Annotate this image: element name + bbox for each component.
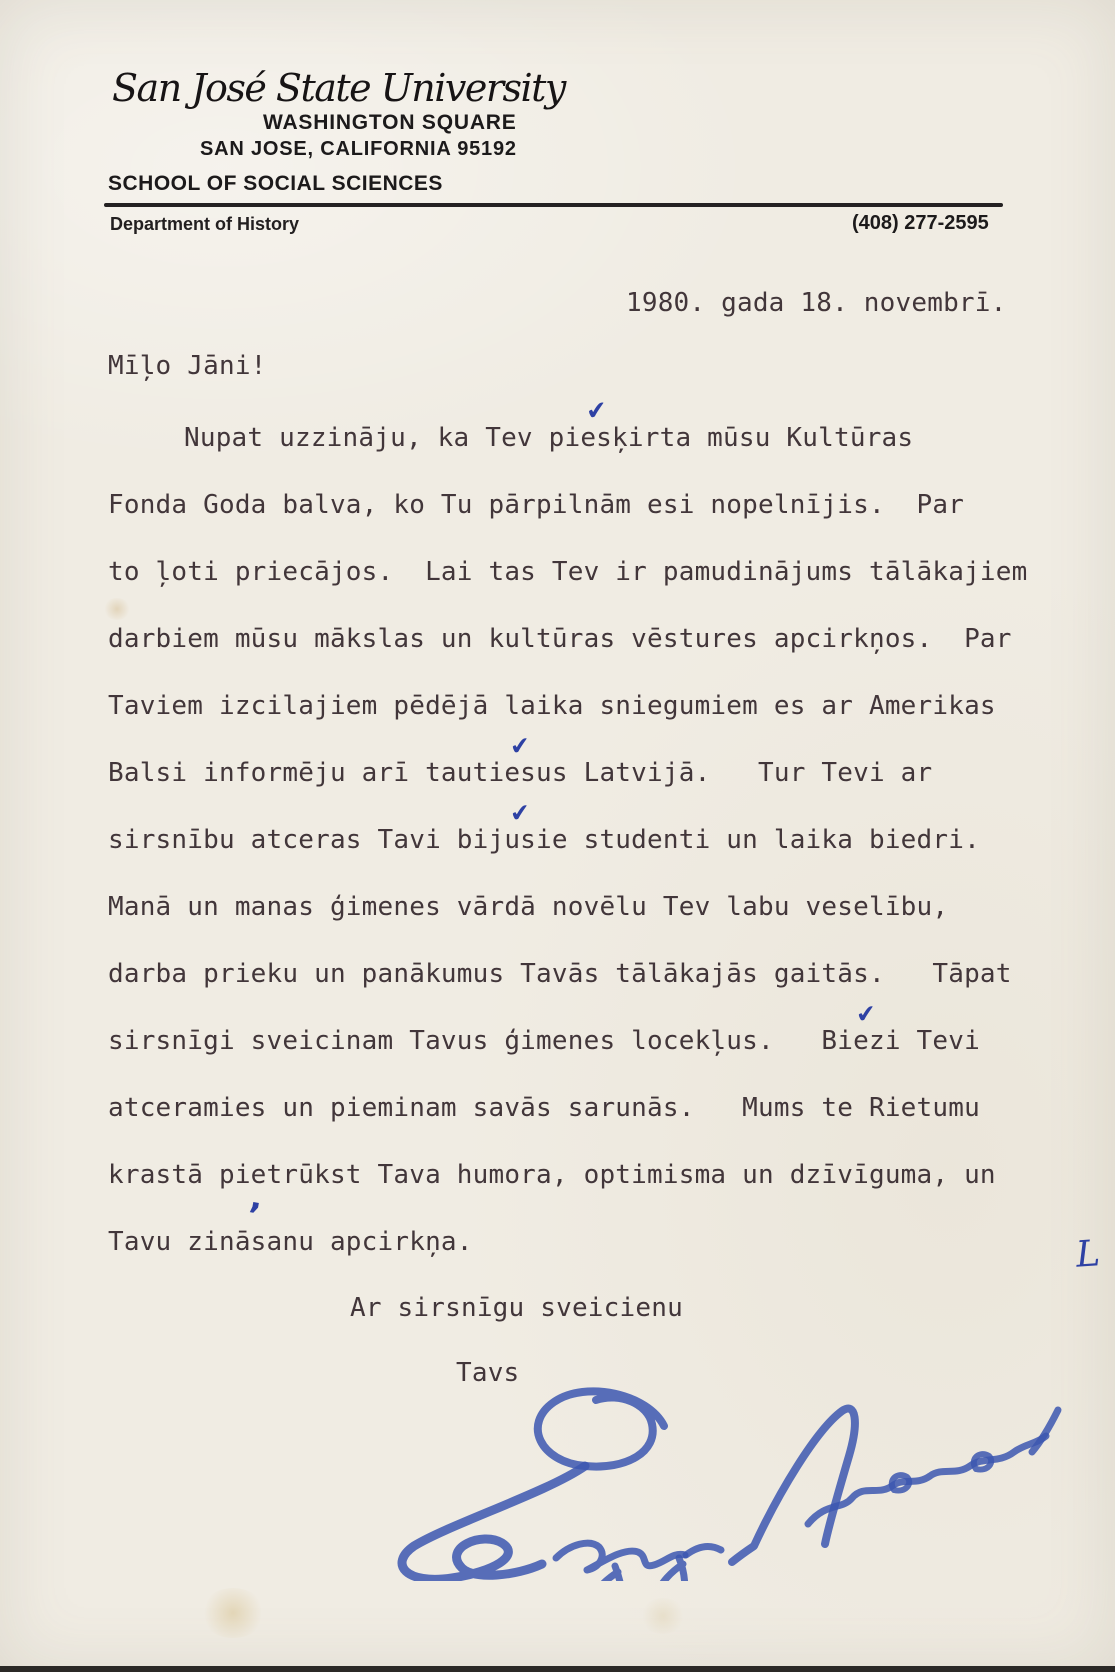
- body-line: to ļoti priecājos. Lai tas Tev ir pamudinājums tālākajiem: [108, 557, 1028, 587]
- pen-accent-zinasanu: ’: [243, 1195, 264, 1237]
- body-line: Tavu zināsanu apcirkņa.: [108, 1227, 473, 1257]
- body-line: sirsnību atceras Tavi bijusie studenti un laika biedri.: [108, 825, 980, 855]
- letterhead-department: Department of History: [110, 214, 300, 234]
- pen-margin-letter: L: [1074, 1233, 1102, 1276]
- letter-signoff: Tavs: [456, 1358, 520, 1388]
- letterhead-school: SCHOOL OF SOCIAL SCIENCES: [108, 172, 443, 195]
- paper-stain: [640, 1598, 686, 1634]
- body-line: krastā pietrūkst Tava humora, optimisma un dzīvīguma, un: [108, 1160, 996, 1190]
- body-line: Balsi informēju arī tautiesus Latvijā. Tur Tevi ar: [108, 758, 933, 788]
- letterhead-address-line2: SAN JOSE, CALIFORNIA 95192: [200, 138, 517, 160]
- body-line: sirsnīgi sveicinam Tavus ģimenes locekļus. Biezi Tevi: [108, 1026, 980, 1056]
- pen-check-tautiesus: ✔: [508, 731, 532, 761]
- pen-check-biezi: ✔: [854, 999, 878, 1029]
- body-line: Taviem izcilajiem pēdējā laika sniegumiem es ar Amerikas: [108, 691, 996, 721]
- paper-stain: [103, 598, 131, 620]
- paper-stain: [200, 1588, 266, 1638]
- signature-edgars-andersons: [380, 1366, 1080, 1581]
- letterhead-divider: [104, 203, 1003, 207]
- body-line: atceramies un pieminam savās sarunās. Mums te Rietumu: [108, 1093, 980, 1123]
- body-line: Nupat uzzināju, ka Tev piesķirta mūsu Kultūras: [184, 423, 914, 453]
- body-line: Manā un manas ģimenes vārdā novēlu Tev labu veselību,: [108, 892, 949, 922]
- pen-check-bijusie: ✔: [508, 798, 532, 828]
- letter-date: 1980. gada 18. novembrī.: [626, 288, 1007, 318]
- letter-salutation: Mīļo Jāni!: [108, 351, 267, 381]
- body-line: Fonda Goda balva, ko Tu pārpilnām esi nopelnījis. Par: [108, 490, 965, 520]
- scan-bottom-edge: [0, 1666, 1115, 1672]
- letterhead-address-line1: WASHINGTON SQUARE: [263, 111, 517, 134]
- body-line: darba prieku un panākumus Tavās tālākajās gaitās. Tāpat: [108, 959, 1012, 989]
- letterhead-phone: (408) 277-2595: [852, 212, 989, 234]
- pen-check-pieskirta: ✔: [584, 394, 609, 427]
- body-line: darbiem mūsu mākslas un kultūras vēstures apcirkņos. Par: [108, 624, 1012, 654]
- university-logotype: San José State University: [112, 66, 565, 110]
- letter-closing: Ar sirsnīgu sveicienu: [350, 1293, 683, 1323]
